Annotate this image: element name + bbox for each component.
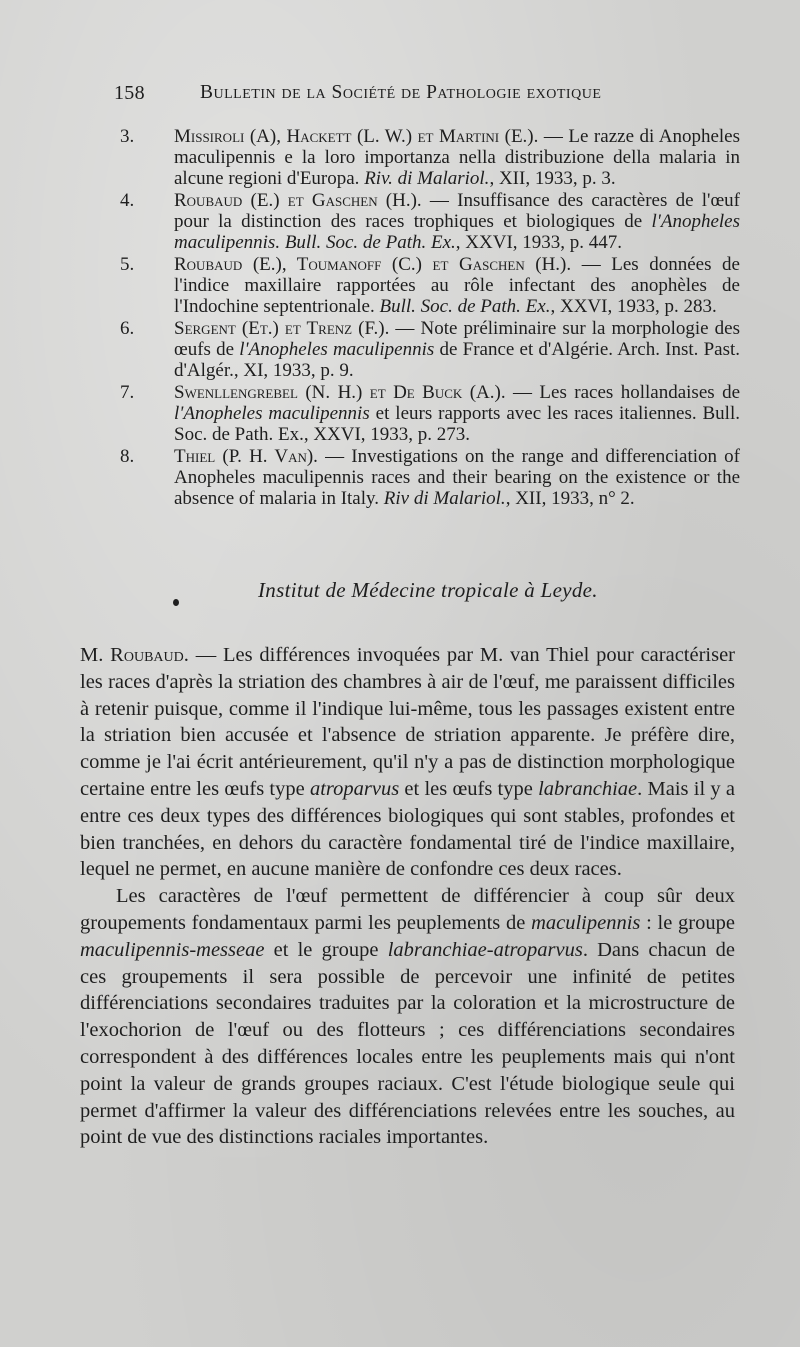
speaker-name: M. Roubaud.	[80, 644, 189, 666]
reference-number: 6.	[120, 318, 135, 339]
reference-journal: Riv. di Malariol.	[364, 168, 490, 189]
reference-authors: Missiroli (A), Hackett (L. W.) et Martini (E.).	[174, 126, 539, 147]
bullet-mark	[173, 599, 179, 606]
species-name: atroparvus	[309, 777, 400, 800]
paragraph	[80, 883, 735, 1151]
reference-title: — Les races hollandaises de	[505, 382, 740, 403]
reference-title: — Les données de l'indice maxillaire rapportées au rôle infectant des anophèles de l'Indochine septentrionale.	[174, 254, 740, 317]
reference-item	[120, 382, 740, 445]
reference-title: — Note préliminaire sur la morphologie des œufs de	[174, 318, 740, 360]
reference-item	[120, 126, 740, 189]
reference-number: 4.	[120, 190, 135, 211]
paragraph-text: Les caractères de l'œuf permettent de différencier à coup sûr deux groupements fondamentaux parmi les peuplements de	[80, 885, 735, 934]
species-name: maculipennis-messeae	[80, 938, 265, 961]
reference-details: de France et d'Algérie. Arch. Inst. Past. d'Algér., XI, 1933, p. 9.	[174, 339, 741, 381]
reference-authors: Swenllengrebel (N. H.) et De Buck (A.).	[174, 382, 506, 403]
reference-list	[120, 126, 740, 510]
reference-item	[120, 446, 740, 509]
species-name: maculipennis	[531, 911, 641, 934]
reference-authors: Sergent (Et.) et Trenz (F.).	[174, 318, 390, 339]
reference-title: — Insuffisance des caractères de l'œuf pour la distinction des races trophiques et biologiques de	[174, 190, 740, 232]
reference-authors: Thiel (P. H. Van).	[174, 446, 318, 467]
running-header	[114, 82, 644, 108]
reference-details: , XII, 1933, p. 3.	[489, 168, 616, 189]
reference-authors: Roubaud (E.), Toumanoff (C.) et Gaschen (H.).	[174, 254, 572, 275]
paragraph-text: et le groupe	[264, 938, 388, 961]
paragraph-text: et les œufs type	[399, 777, 539, 800]
reference-title: — Investigations on the range and differenciation of Anopheles maculipennis races and their bearing on the existence or the absence of malaria in Italy.	[174, 446, 740, 509]
reference-item	[120, 318, 740, 381]
paragraph-text: : le groupe	[640, 911, 735, 934]
reference-journal: l'Anopheles maculipennis. Bull. Soc. de Path. Ex.	[174, 211, 740, 253]
reference-details: , XII, 1933, n° 2.	[505, 488, 635, 509]
page-number: 158	[114, 82, 145, 104]
reference-details: , XXVI, 1933, p. 283.	[550, 296, 717, 317]
institution-signature: Institut de Médecine tropicale à Leyde.	[258, 578, 598, 602]
reference-details: , XXVI, 1933, p. 447.	[455, 232, 623, 253]
paragraph	[80, 642, 735, 883]
reference-number: 5.	[120, 254, 135, 275]
reference-journal: l'Anopheles maculipennis	[239, 339, 435, 360]
reference-number: 7.	[120, 382, 135, 403]
paragraph-text: . Mais il y a entre ces deux types des différences biologiques qui sont stables, profondes et bien tranchées, en dehors du caractère fondamental tiré de l'indice maxillaire, lequel ne permet, en aucune manière de confondre ces deux races.	[80, 777, 735, 881]
reference-journal: Bull. Soc. de Path. Ex.	[379, 296, 551, 317]
discussion-body	[80, 642, 735, 1151]
reference-number: 8.	[120, 446, 135, 467]
paragraph-text: . Dans chacun de ces groupements il sera possible de percevoir une infinité de petites différenciations secondaires traduites par la coloration et la microstructure de l'exochorion de l'œuf ou des flotteurs ; ces différenciations secondaires correspondent à des différences locales entre les peuplements mais qui n'ont point la valeur de grands groupes raciaux. C'est l'étude biologique seule qui permet d'affirmer la valeur des différenciations relevées entre les souches, au point de vue des distinctions raciales importantes.	[80, 938, 735, 1149]
reference-journal: Riv di Malariol.	[383, 488, 506, 509]
reference-number: 3.	[120, 126, 135, 147]
reference-item	[120, 254, 740, 317]
reference-title: — Le razze di Anopheles maculipennis e la loro importanza nella distribuzione della malaria in alcune regioni d'Europa.	[174, 126, 740, 189]
species-name: labranchiae	[538, 777, 638, 800]
species-name: labranchiae-atroparvus	[387, 938, 583, 961]
reference-authors: Roubaud (E.) et Gaschen (H.).	[174, 190, 422, 211]
reference-item	[120, 190, 740, 253]
reference-journal: l'Anopheles maculipennis	[174, 403, 370, 424]
paragraph-text: — Les différences invoquées par M. van Thiel pour caractériser les races d'après la striation des chambres à air de l'œuf, me paraissent difficiles à retenir puisque, comme il l'indique lui-même, tous les passages existent entre la striation bien accusée et l'absence de striation apparente. Je préfère dire, comme je l'ai écrit antérieurement, qu'il n'y a pas de distinction morphologique certaine entre les œufs type	[80, 644, 736, 800]
running-title: Bulletin de la Société de Pathologie exotique	[200, 82, 602, 103]
reference-details: et leurs rapports avec les races italiennes. Bull. Soc. de Path. Ex., XXVI, 1933, p. 273.	[174, 403, 740, 445]
